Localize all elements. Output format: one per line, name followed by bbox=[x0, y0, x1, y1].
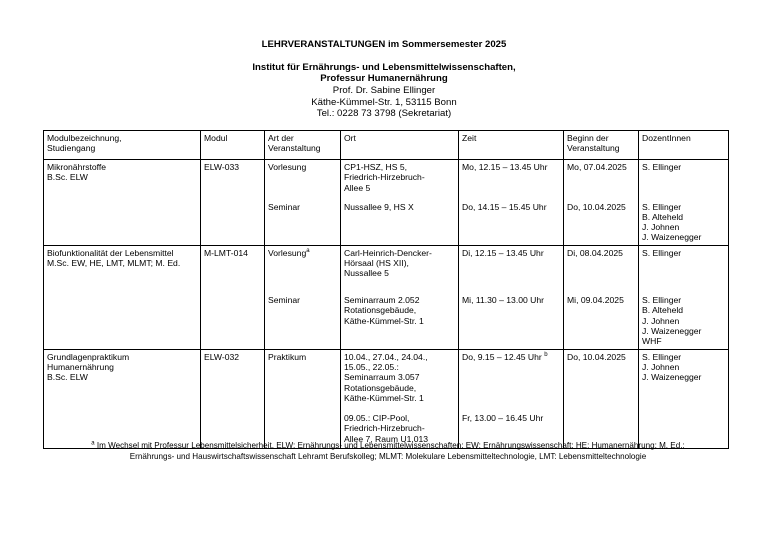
event-time: Mi, 11.30 – 13.00 Uhr bbox=[459, 293, 564, 349]
event-lecturers: S. Ellinger bbox=[639, 245, 729, 293]
phone: Tel.: 0228 73 3798 (Sekretariat) bbox=[316, 108, 452, 119]
event-lecturers: S. Ellinger B. Alteheld J. Johnen J. Waizenegger bbox=[639, 200, 729, 246]
institute-line-1: Institut für Ernährungs- und Lebensmittelwissenschaften, bbox=[252, 62, 516, 73]
table-row bbox=[44, 349, 729, 448]
header-ort: Ort bbox=[341, 131, 459, 160]
event-type: Vorlesung$^a$ bbox=[265, 245, 341, 293]
event-start: Di, 08.04.2025 bbox=[564, 245, 639, 293]
event-start: Do, 10.04.2025 bbox=[564, 349, 639, 448]
header-dozent: DozentInnen bbox=[639, 131, 729, 160]
table-row bbox=[44, 160, 729, 200]
event-location: Seminarraum 2.052 Rotationsgebäude, Käthe-Kümmel-Str. 1 bbox=[341, 293, 459, 349]
courses-table bbox=[43, 130, 729, 449]
module-name-cell: Biofunktionalität der Lebensmittel M.Sc. EW, HE, LMT, MLMT; M. Ed. bbox=[44, 245, 201, 349]
event-type: Seminar bbox=[265, 200, 341, 246]
module-code-cell: ELW-033 bbox=[201, 160, 265, 246]
event-time: Di, 12.15 – 13.45 Uhr bbox=[459, 245, 564, 293]
document-title: LEHRVERANSTALTUNGEN im Sommersemester 2025 bbox=[261, 39, 507, 50]
footnote-marker-b: b bbox=[544, 351, 548, 358]
event-type: Praktikum bbox=[265, 349, 341, 448]
institute-line-2: Professur Humanernährung bbox=[320, 73, 448, 84]
header-art: Art der Veranstaltung bbox=[265, 131, 341, 160]
header-zeit: Zeit bbox=[459, 131, 564, 160]
event-start: Do, 10.04.2025 bbox=[564, 200, 639, 246]
event-location: 10.04., 27.04., 24.04., 15.05., 22.05.: Seminarraum 3.057 Rotationsgebäude, Käthe-Kümmel-Str. 1 09.05.: CIP-Pool, Friedrich-Hirzebruch- Allee 7, Raum U1.013 bbox=[341, 349, 459, 448]
professor-name: Prof. Dr. Sabine Ellinger bbox=[332, 85, 436, 96]
event-location: Carl-Heinrich-Dencker- Hörsaal (HS XII), Nussallee 5 bbox=[341, 245, 459, 293]
header-modulbezeichnung: Modulbezeichnung, Studiengang bbox=[44, 131, 201, 160]
event-start: Mo, 07.04.2025 bbox=[564, 160, 639, 200]
event-lecturers: S. Ellinger B. Alteheld J. Johnen J. Waizenegger WHF bbox=[639, 293, 729, 349]
event-type: Vorlesung bbox=[265, 160, 341, 200]
event-start: Mi, 09.04.2025 bbox=[564, 293, 639, 349]
event-location: CP1-HSZ, HS 5, Friedrich-Hirzebruch- Allee 5 bbox=[341, 160, 459, 200]
module-code-cell: M-LMT-014 bbox=[201, 245, 265, 349]
event-lecturers: S. Ellinger bbox=[639, 160, 729, 200]
event-type: Seminar bbox=[265, 293, 341, 349]
event-time: Do, 9.15 – 12.45 Uhr $^b$ Fr, 13.00 – 16.45 Uhr bbox=[459, 349, 564, 448]
table-row bbox=[44, 245, 729, 293]
event-time: Mo, 12.15 – 13.45 Uhr bbox=[459, 160, 564, 200]
footnote-marker-a: a bbox=[306, 247, 310, 254]
header-beginn: Beginn der Veranstaltung bbox=[564, 131, 639, 160]
event-location: Nussallee 9, HS X bbox=[341, 200, 459, 246]
footnote: $^a$ Im Wechsel mit Professur Lebensmittelsicherheit. ELW: Ernährungs- und Lebensmittelwissenschaften; EW: Ernährungswissenschaft; HE: Humanernährung; M. Ed.: Ernährungs- und Hauswirtschaftswissenschaft Lehramt Berufskolleg; MLMT: Molekulare Lebensmitteltechnologie, LMT: Lebensmitteltechnologie bbox=[91, 440, 685, 461]
module-name-cell: Mikronährstoffe B.Sc. ELW bbox=[44, 160, 201, 246]
address: Käthe-Kümmel-Str. 1, 53115 Bonn bbox=[311, 97, 457, 108]
module-code-cell: ELW-032 bbox=[201, 349, 265, 448]
event-lecturers: S. Ellinger J. Johnen J. Waizenegger bbox=[639, 349, 729, 448]
event-time: Do, 14.15 – 15.45 Uhr bbox=[459, 200, 564, 246]
table-header-row bbox=[44, 131, 729, 160]
header-modul: Modul bbox=[201, 131, 265, 160]
module-name-cell: Grundlagenpraktikum Humanernährung B.Sc. ELW bbox=[44, 349, 201, 448]
